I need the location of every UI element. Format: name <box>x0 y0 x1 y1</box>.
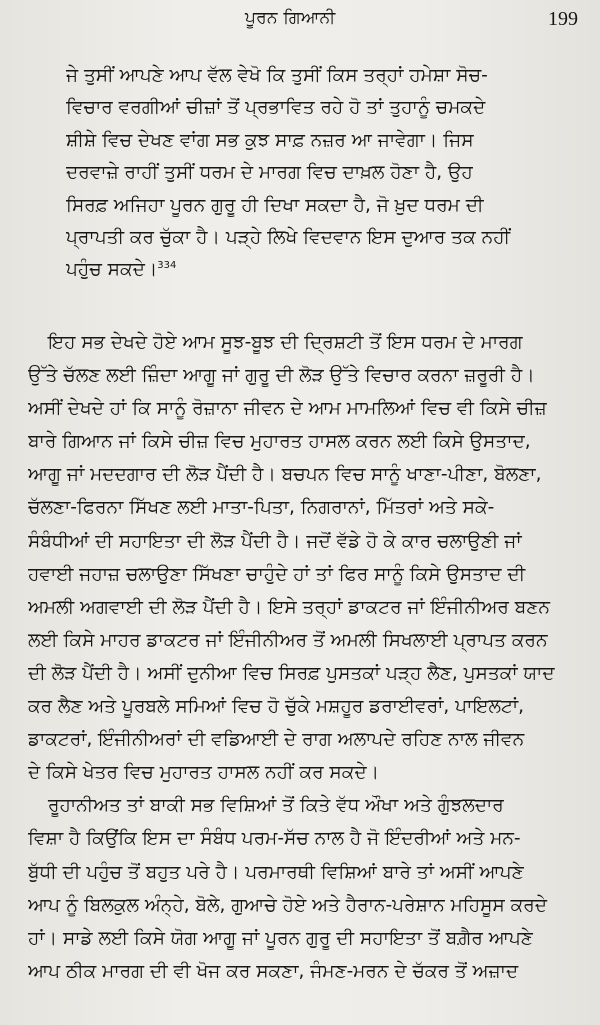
footnote-reference: 334 <box>157 260 177 272</box>
paragraph-line: ਅਸੀਂ ਦੇਖਦੇ ਹਾਂ ਕਿ ਸਾਨੂੰ ਰੋਜ਼ਾਨਾ ਜੀਵਨ ਦੇ ਆਮ ਮਾਮਲਿਆਂ ਵਿਚ ਵੀ ਕਿਸੇ ਚੀਜ਼ <box>28 398 547 420</box>
quote-line: ਦਰਵਾਜ਼ੇ ਰਾਹੀਂ ਤੁਸੀਂ ਧਰਮ ਦੇ ਮਾਰਗ ਵਿਚ ਦਾਖ਼ਲ ਹੋਣਾ ਹੈ, ਉਹ <box>66 162 473 184</box>
quote-line: ਵਿਚਾਰ ਵਰਗੀਆਂ ਚੀਜ਼ਾਂ ਤੋਂ ਪ੍ਰਭਾਵਿਤ ਰਹੇ ਹੋ ਤਾਂ ਤੁਹਾਨੂੰ ਚਮਕਦੇ <box>66 97 486 119</box>
paragraph-line: ਉੱਤੇ ਚੱਲਣ ਲਈ ਜ਼ਿੰਦਾ ਆਗੂ ਜਾਂ ਗੁਰੂ ਦੀ ਲੋੜ ਉੱਤੇ ਵਿਚਾਰ ਕਰਨਾ ਜ਼ਰੂਰੀ ਹੈ। <box>28 365 535 387</box>
page-number: 199 <box>548 8 578 30</box>
running-title: ਪੂਰਨ ਗਿਆਨੀ <box>245 8 336 28</box>
quote-last-line <box>66 254 586 286</box>
paragraph-line: ਦੇ ਕਿਸੇ ਖੇਤਰ ਵਿਚ ਮੁਹਾਰਤ ਹਾਸਲ ਨਹੀਂ ਕਰ ਸਕਦੇ। <box>28 762 380 784</box>
paragraph-line: ਵਿਸ਼ਾ ਹੈ ਕਿਉਂਕਿ ਇਸ ਦਾ ਸੰਬੰਧ ਪਰਮ-ਸੱਚ ਨਾਲ ਹੈ ਜੋ ਇੰਦਰੀਆਂ ਅਤੇ ਮਨ- <box>28 828 521 850</box>
paragraph-line: ਆਪ ਠੀਕ ਮਾਰਗ ਦੀ ਵੀ ਖੋਜ ਕਰ ਸਕਣਾ, ਜੰਮਣ-ਮਰਨ ਦੇ ਚੱਕਰ ਤੋਂ ਅਜ਼ਾਦ <box>28 960 519 982</box>
paragraph-line: ਚੱਲਣਾ-ਫਿਰਨਾ ਸਿੱਖਣ ਲਈ ਮਾਤਾ-ਪਿਤਾ, ਨਿਗਰਾਨਾਂ, ਮਿੱਤਰਾਂ ਅਤੇ ਸਕੇ- <box>28 497 495 519</box>
paragraph-line: ਸੰਬੰਧੀਆਂ ਦੀ ਸਹਾਇਤਾ ਦੀ ਲੋੜ ਪੈਂਦੀ ਹੈ। ਜਦੋਂ ਵੱਡੇ ਹੋ ਕੇ ਕਾਰ ਚਲਾਉਣੀ ਜਾਂ <box>28 530 522 552</box>
paragraph-line: ਬੁੱਧੀ ਦੀ ਪਹੁੰਚ ਤੋਂ ਬਹੁਤ ਪਰੇ ਹੈ। ਪਰਮਾਰਥੀ ਵਿਸ਼ਿਆਂ ਬਾਰੇ ਤਾਂ ਅਸੀਂ ਆਪਣੇ <box>28 861 524 883</box>
body-text <box>28 326 590 988</box>
quote-line: ਪ੍ਰਾਪਤੀ ਕਰ ਚੁੱਕਾ ਹੈ। ਪੜ੍ਹੇ ਲਿਖੇ ਵਿਦਵਾਨ ਇਸ ਦੁਆਰ ਤਕ ਨਹੀਂ <box>66 226 511 248</box>
paragraph-line: ਲਈ ਕਿਸੇ ਮਾਹਰ ਡਾਕਟਰ ਜਾਂ ਇੰਜੀਨੀਅਰ ਤੋਂ ਅਮਲੀ ਸਿਖਲਾਈ ਪ੍ਰਾਪਤ ਕਰਨ <box>28 629 548 651</box>
paragraph-line: ਆਗੂ ਜਾਂ ਮਦਦਗਾਰ ਦੀ ਲੋੜ ਪੈਂਦੀ ਹੈ। ਬਚਪਨ ਵਿਚ ਸਾਨੂੰ ਖਾਣਾ-ਪੀਣਾ, ਬੋਲਣਾ, <box>28 464 542 486</box>
paragraph-line: ਇਹ ਸਭ ਦੇਖਦੇ ਹੋਏ ਆਮ ਸੂਝ-ਬੂਝ ਦੀ ਦ੍ਰਿਸ਼ਟੀ ਤੋਂ ਇਸ ਧਰਮ ਦੇ ਮਾਰਗ <box>48 332 523 353</box>
paragraph-line: ਕਰ ਲੈਣ ਅਤੇ ਪੂਰਬਲੇ ਸਮਿਆਂ ਵਿਚ ਹੋ ਚੁੱਕੇ ਮਸ਼ਹੂਰ ਡਰਾਈਵਰਾਂ, ਪਾਇਲਟਾਂ, <box>28 696 524 718</box>
paragraph-line: ਹਵਾਈ ਜਹਾਜ਼ ਚਲਾਉਣਾ ਸਿੱਖਣਾ ਚਾਹੁੰਦੇ ਹਾਂ ਤਾਂ ਫਿਰ ਸਾਨੂੰ ਕਿਸੇ ਉਸਤਾਦ ਦੀ <box>28 563 526 585</box>
paragraph-line: ਆਪ ਨੂੰ ਬਿਲਕੁਲ ਅੰਨ੍ਹੇ, ਬੋਲੇ, ਗੁਆਚੇ ਹੋਏ ਅਤੇ ਹੈਰਾਨ-ਪਰੇਸ਼ਾਨ ਮਹਿਸੂਸ ਕਰਦੇ <box>28 894 547 916</box>
paragraph-line: ਰੂਹਾਨੀਅਤ ਤਾਂ ਬਾਕੀ ਸਭ ਵਿਸ਼ਿਆਂ ਤੋਂ ਕਿਤੇ ਵੱਧ ਔਖਾ ਅਤੇ ਗੁੰਝਲਦਾਰ <box>48 795 504 817</box>
quote-line: ਸਿਰਫ਼ ਅਜਿਹਾ ਪੂਰਨ ਗੁਰੂ ਹੀ ਦਿਖਾ ਸਕਦਾ ਹੈ, ਜੋ ਖ਼ੁਦ ਧਰਮ ਦੀ <box>66 194 484 216</box>
quote-last-text: ਪਹੁੰਚ ਸਕਦੇ। <box>66 259 158 281</box>
paragraph-line: ਹਾਂ। ਸਾਡੇ ਲਈ ਕਿਸੇ ਯੋਗ ਆਗੂ ਜਾਂ ਪੂਰਨ ਗੁਰੂ ਦੀ ਸਹਾਇਤਾ ਤੋਂ ਬਗ਼ੈਰ ਆਪਣੇ <box>28 927 533 949</box>
paragraph-line: ਡਾਕਟਰਾਂ, ਇੰਜੀਨੀਅਰਾਂ ਦੀ ਵਡਿਆਈ ਦੇ ਰਾਗ ਅਲਾਪਦੇ ਰਹਿਣ ਨਾਲ ਜੀਵਨ <box>28 729 525 751</box>
paragraph-line: ਦੀ ਲੋੜ ਪੈਂਦੀ ਹੈ। ਅਸੀਂ ਦੁਨੀਆ ਵਿਚ ਸਿਰਫ਼ ਪੁਸਤਕਾਂ ਪੜ੍ਹ ਲੈਣ, ਪੁਸਤਕਾਂ ਯਾਦ <box>28 662 555 684</box>
block-quote <box>66 60 586 287</box>
paragraph-line: ਅਮਲੀ ਅਗਵਾਈ ਦੀ ਲੋੜ ਪੈਂਦੀ ਹੈ। ਇਸੇ ਤਰ੍ਹਾਂ ਡਾਕਟਰ ਜਾਂ ਇੰਜੀਨੀਅਰ ਬਣਨ <box>28 596 550 618</box>
quote-line: ਸ਼ੀਸ਼ੇ ਵਿਚ ਦੇਖਣ ਵਾਂਗ ਸਭ ਕੁਝ ਸਾਫ਼ ਨਜ਼ਰ ਆ ਜਾਵੇਗਾ। ਜਿਸ <box>66 129 474 151</box>
page-header <box>0 8 600 38</box>
paragraph-line: ਬਾਰੇ ਗਿਆਨ ਜਾਂ ਕਿਸੇ ਚੀਜ਼ ਵਿਚ ਮੁਹਾਰਤ ਹਾਸਲ ਕਰਨ ਲਈ ਕਿਸੇ ਉਸਤਾਦ, <box>28 431 531 453</box>
quote-line: ਜੇ ਤੁਸੀਂ ਆਪਣੇ ਆਪ ਵੱਲ ਵੇਖੋ ਕਿ ਤੁਸੀਂ ਕਿਸ ਤਰ੍ਹਾਂ ਹਮੇਸ਼ਾ ਸੋਚ- <box>66 65 488 86</box>
